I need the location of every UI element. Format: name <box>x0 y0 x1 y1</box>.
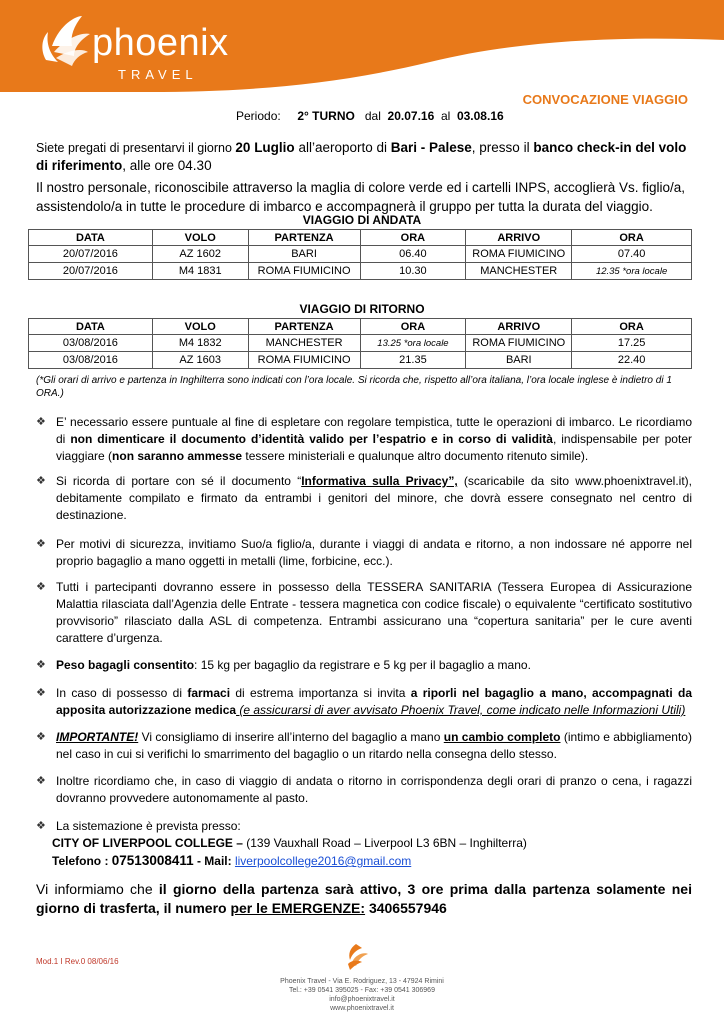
col-header: ORA <box>360 230 466 246</box>
diamond-bullet-icon: ❖ <box>36 581 46 593</box>
table-header-row <box>29 319 692 335</box>
period-from: 20.07.16 <box>387 109 435 123</box>
col-header: PARTENZA <box>248 319 360 335</box>
return-heading: VIAGGIO DI RITORNO <box>299 302 425 316</box>
table-cell: ROMA FIUMICINO <box>466 246 572 263</box>
bullet-text: Vi consigliamo di inserire all’interno del bagaglio a mano <box>138 730 444 744</box>
intro-text: Siete pregati di presentarvi il giorno <box>36 141 236 155</box>
footer-address-line: Phoenix Travel - Via E. Rodriguez, 13 - 47924 Rimini <box>280 978 444 985</box>
college-name: CITY OF LIVERPOOL COLLEGE – <box>52 836 243 850</box>
bullet-bold: a riporli nel bagaglio a mano, accompagnati da apposita autorizzazione medica <box>56 686 692 717</box>
table-cell: 12.35 *ora locale <box>572 263 692 280</box>
table-cell: M4 1832 <box>152 335 248 352</box>
intro-paragraph-1 <box>36 139 688 175</box>
bullet-text: , indispensabile per poter viaggiare ( <box>56 432 692 463</box>
emergency-text: Vi informiamo che <box>36 881 159 897</box>
accommodation-contacts <box>52 852 692 870</box>
bullet-text: (scaricabile da sito www.phoenixtravel.it), debitamente compilato e firmato da entrambi i genitori del minore, che dovrà essere consegnato nel centro di destinazione. <box>56 474 692 522</box>
emergency-bold: il giorno della partenza sarà attivo, 3 ore prima dalla partenza solamente nei giorno di trasferta, il numero <box>36 881 692 916</box>
period-to: 03.08.16 <box>456 109 504 123</box>
col-header: ORA <box>572 319 692 335</box>
bullet-health-card <box>36 579 692 647</box>
brand-subtitle: TRAVEL <box>118 67 198 82</box>
phone-label: Telefono : <box>52 854 112 868</box>
table-cell: 10.30 <box>360 263 466 280</box>
diamond-bullet-icon: ❖ <box>36 659 46 671</box>
phoenix-footer-logo-icon <box>340 942 372 972</box>
bullet-italic: (e assicurarsi di aver avvisato Phoenix Travel, come indicato nelle Informazioni Utili) <box>236 703 686 717</box>
college-address: (139 Vauxhall Road – Liverpool L3 6BN – Inghilterra) <box>242 836 527 850</box>
table-cell: 20/07/2016 <box>29 263 153 280</box>
period-from-label: dal <box>364 109 381 123</box>
table-cell: ROMA FIUMICINO <box>248 352 360 369</box>
bullet-bold: non saranno ammesse <box>112 449 243 463</box>
return-table <box>28 318 692 369</box>
table-cell: AZ 1603 <box>152 352 248 369</box>
table-cell: 20/07/2016 <box>29 246 153 263</box>
intro-date: 20 Luglio <box>235 140 295 155</box>
emergency-label: per le EMERGENZE: <box>230 900 366 916</box>
diamond-bullet-icon: ❖ <box>36 416 46 428</box>
outbound-heading: VIAGGIO DI ANDATA <box>302 213 422 227</box>
table-cell: 07.40 <box>572 246 692 263</box>
accommodation-address <box>52 835 692 852</box>
bullet-important <box>36 729 692 763</box>
bullet-text: In caso di possesso di <box>56 686 188 700</box>
col-header: VOLO <box>152 319 248 335</box>
col-header: ORA <box>572 230 692 246</box>
period-turn: 2° TURNO <box>297 109 355 123</box>
document-title: CONVOCAZIONE VIAGGIO <box>522 92 688 107</box>
bullet-luggage <box>36 657 692 674</box>
footer-phone-line: Tel.: +39 0541 395025 - Fax: +39 0541 306969 <box>289 987 435 994</box>
outbound-table <box>28 229 692 280</box>
table-cell: 03/08/2016 <box>29 352 153 369</box>
bullet-text: : 15 kg per bagaglio da registrare e 5 kg per il bagaglio a mano. <box>194 658 531 672</box>
intro-checkin: banco check-in del volo di riferimento <box>36 140 687 173</box>
diamond-bullet-icon: ❖ <box>36 475 46 487</box>
table-row <box>29 352 692 369</box>
table-cell: M4 1831 <box>152 263 248 280</box>
bullet-accommodation <box>36 818 692 870</box>
bullet-text: Inoltre ricordiamo che, in caso di viaggio di andata o ritorno in corrispondenza degli orari di pranzo o cena, i ragazzi dovranno provvedere autonomamente al pasto. <box>56 774 692 805</box>
table-cell: 21.35 <box>360 352 466 369</box>
footer-address <box>0 977 724 1013</box>
bullet-text: La sistemazione è prevista presso: <box>56 819 241 833</box>
col-header: ARRIVO <box>466 319 572 335</box>
period-line <box>236 109 504 123</box>
col-header: DATA <box>29 230 153 246</box>
footer-website: www.phoenixtravel.it <box>330 1005 394 1012</box>
bullet-bold: farmaci <box>187 686 231 700</box>
diamond-bullet-icon: ❖ <box>36 775 46 787</box>
bullet-text: (intimo e abbigliamento) nel caso in cui si verifichi lo smarrimento del bagaglio o un ritardo nella consegna dello stesso. <box>56 730 692 761</box>
brand-wordmark: phoenix <box>92 22 229 64</box>
table-row <box>29 335 692 352</box>
table-cell: 17.25 <box>572 335 692 352</box>
table-cell: ROMA FIUMICINO <box>466 335 572 352</box>
bullet-privacy <box>36 473 692 524</box>
intro-paragraph-2: Il nostro personale, riconoscibile attraverso la maglia di colore verde ed i cartelli INPS, accoglierà Vs. figlio/a, assistendolo/a in tutte le procedure di imbarco e accompagnerà il gruppo per tutta la durata del viaggio. <box>36 180 686 214</box>
bullet-bold: Peso bagagli consentito <box>56 658 195 672</box>
diamond-bullet-icon: ❖ <box>36 731 46 743</box>
col-header: ARRIVO <box>466 230 572 246</box>
bullet-bold: un cambio completo <box>443 730 561 744</box>
diamond-bullet-icon: ❖ <box>36 820 46 832</box>
emergency-paragraph <box>36 880 692 918</box>
table-cell: BARI <box>248 246 360 263</box>
mail-label: - Mail: <box>193 854 235 868</box>
email-link[interactable]: liverpoolcollege2016@gmail.com <box>234 854 412 868</box>
diamond-bullet-icon: ❖ <box>36 687 46 699</box>
form-revision: Mod.1 I Rev.0 08/06/16 <box>36 957 119 966</box>
table-cell: AZ 1602 <box>152 246 248 263</box>
intro-text: , presso il <box>471 140 534 155</box>
footer-email: info@phoenixtravel.it <box>329 996 395 1003</box>
col-header: PARTENZA <box>248 230 360 246</box>
col-header: DATA <box>29 319 153 335</box>
table-cell: 22.40 <box>572 352 692 369</box>
col-header: ORA <box>360 319 466 335</box>
bullet-security <box>36 536 692 570</box>
period-to-label: al <box>440 109 451 123</box>
bullet-text: E’ necessario essere puntuale al fine di espletare con regolare tempistica, tutte le operazioni di imbarco. Le ricordiamo di <box>56 415 692 446</box>
table-row <box>29 246 692 263</box>
col-header: VOLO <box>152 230 248 246</box>
important-label: IMPORTANTE! <box>56 730 139 744</box>
table-row <box>29 263 692 280</box>
bullet-medicines <box>36 685 692 719</box>
table-cell: 06.40 <box>360 246 466 263</box>
bullet-text: tessere ministeriali e qualunque altro documento ritenuto simile). <box>242 449 589 463</box>
table-cell: MANCHESTER <box>466 263 572 280</box>
table-cell: 03/08/2016 <box>29 335 153 352</box>
bullet-text: Si ricorda di portare con sé il documento “ <box>56 474 302 488</box>
table-cell: 13.25 *ora locale <box>360 335 466 352</box>
privacy-doc-label: Informativa sulla Privacy”, <box>301 474 458 488</box>
emergency-number: 3406557946 <box>365 900 447 916</box>
bullet-text: di estrema importanza si invita <box>230 686 411 700</box>
bullet-meals <box>36 773 692 807</box>
intro-time: , alle ore 04.30 <box>122 158 212 173</box>
table-header-row <box>29 230 692 246</box>
bullet-text: Per motivi di sicurezza, invitiamo Suo/a figlio/a, durante i viaggi di andata e ritorno, a non indossare né apporre nel proprio bagaglio a mano oggetti in metalli (lime, forbicine, ecc.). <box>56 537 692 568</box>
table-cell: MANCHESTER <box>248 335 360 352</box>
table-cell: BARI <box>466 352 572 369</box>
bullet-text: Tutti i partecipanti dovranno essere in possesso della TESSERA SANITARIA (Tessera Europea di Assicurazione Malattia rilasciata dall’Agenzia delle Entrate - tessera magnetica con codice fiscale) o equivalente “certificato sostitutivo provvisorio” rilasciato dalla ASL di competenza. Entrambi assicurano una “copertura sanitaria” per le cure aventi carattere d’urgenza. <box>56 580 692 645</box>
period-label: Periodo: <box>236 109 281 123</box>
bullet-punctuality <box>36 414 692 465</box>
diamond-bullet-icon: ❖ <box>36 538 46 550</box>
phone-number: 07513008411 <box>111 853 194 868</box>
timezone-note: (*Gli orari di arrivo e partenza in Inghilterra sono indicati con l’ora locale. Si ricorda che, rispetto all’ora italiana, l’ora locale inglese è indietro di 1 ORA.) <box>36 375 672 399</box>
intro-text: all’aeroporto di <box>294 140 391 155</box>
bullet-bold: non dimenticare il documento d’identità valido per l’espatrio e in corso di validità <box>70 432 553 446</box>
intro-airport: Bari - Palese <box>390 140 472 155</box>
table-cell: ROMA FIUMICINO <box>248 263 360 280</box>
